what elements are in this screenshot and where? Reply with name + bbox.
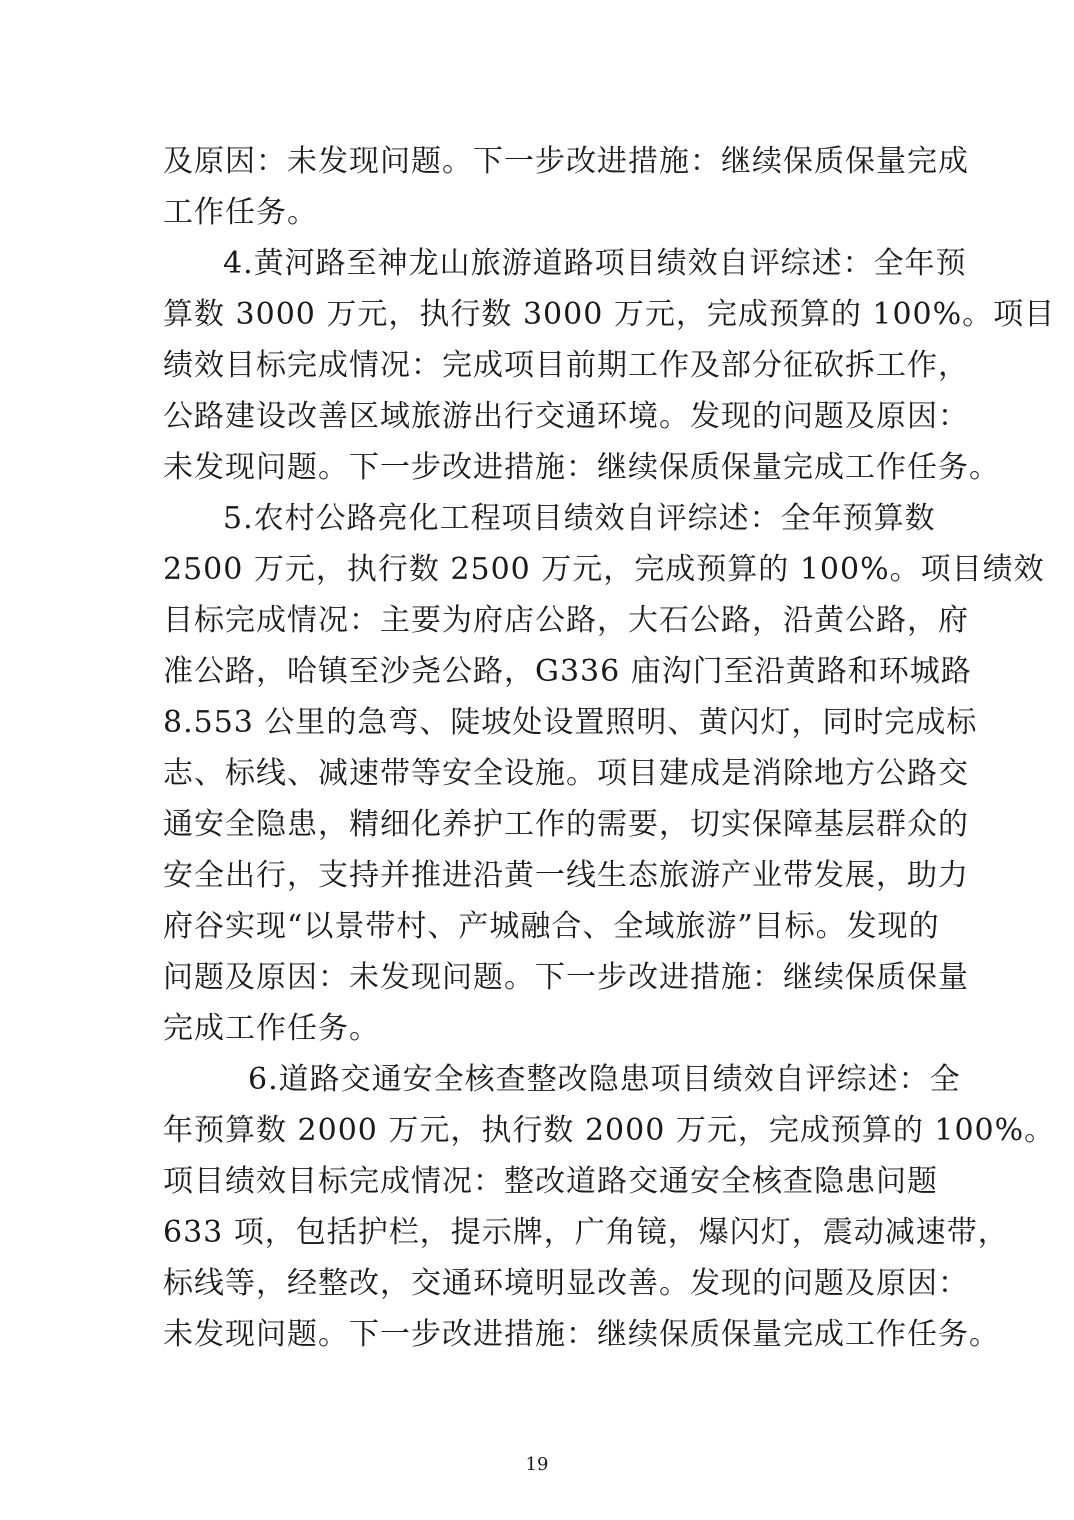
text-line: 6.道路交通安全核查整改隐患项目绩效自评综述：全 [248, 1062, 961, 1097]
text-line: 志、标线、减速带等安全设施。项目建成是消除地方公路交 [163, 756, 969, 791]
text-line: 准公路，哈镇至沙尧公路，G336 庙沟门至沿黄路和环城路 [163, 654, 972, 689]
page-number: 19 [525, 1454, 549, 1475]
text-line: 及原因：未发现问题。下一步改进措施：继续保质保量完成 [163, 144, 969, 179]
text-line: 633 项，包括护栏，提示牌，广角镜，爆闪灯，震动减速带， [163, 1215, 1009, 1250]
text-line: 完成工作任务。 [163, 1011, 380, 1046]
text-line: 年预算数 2000 万元，执行数 2000 万元，完成预算的 100%。 [163, 1113, 1056, 1148]
text-line: 通安全隐患，精细化养护工作的需要，切实保障基层群众的 [163, 807, 969, 842]
text-line: 项目绩效目标完成情况：整改道路交通安全核查隐患问题 [163, 1164, 938, 1199]
text-line: 5.农村公路亮化工程项目绩效自评综述：全年预算数 [223, 501, 936, 536]
text-line: 4.黄河路至神龙山旅游道路项目绩效自评综述：全年预 [223, 246, 967, 281]
text-line: 算数 3000 万元，执行数 3000 万元，完成预算的 100%。项目 [163, 297, 1056, 332]
text-line: 工作任务。 [163, 195, 318, 230]
text-line: 目标完成情况：主要为府店公路，大石公路，沿黄公路，府 [163, 603, 969, 638]
text-line: 府谷实现“以景带村、产城融合、全域旅游”目标。发现的 [163, 909, 940, 944]
text-line: 2500 万元，执行数 2500 万元，完成预算的 100%。项目绩效 [163, 552, 1045, 587]
text-line: 问题及原因：未发现问题。下一步改进措施：继续保质保量 [163, 960, 969, 995]
text-line: 绩效目标完成情况：完成项目前期工作及部分征砍拆工作， [163, 348, 969, 383]
text-line: 公路建设改善区域旅游出行交通环境。发现的问题及原因： [163, 399, 969, 434]
text-line: 8.553 公里的急弯、陡坡处设置照明、黄闪灯，同时完成标 [163, 705, 978, 740]
text-line: 安全出行，支持并推进沿黄一线生态旅游产业带发展，助力 [163, 858, 969, 893]
text-line: 未发现问题。下一步改进措施：继续保质保量完成工作任务。 [163, 1317, 1000, 1352]
text-line: 未发现问题。下一步改进措施：继续保质保量完成工作任务。 [163, 450, 1000, 485]
text-line: 标线等，经整改，交通环境明显改善。发现的问题及原因： [163, 1266, 969, 1301]
